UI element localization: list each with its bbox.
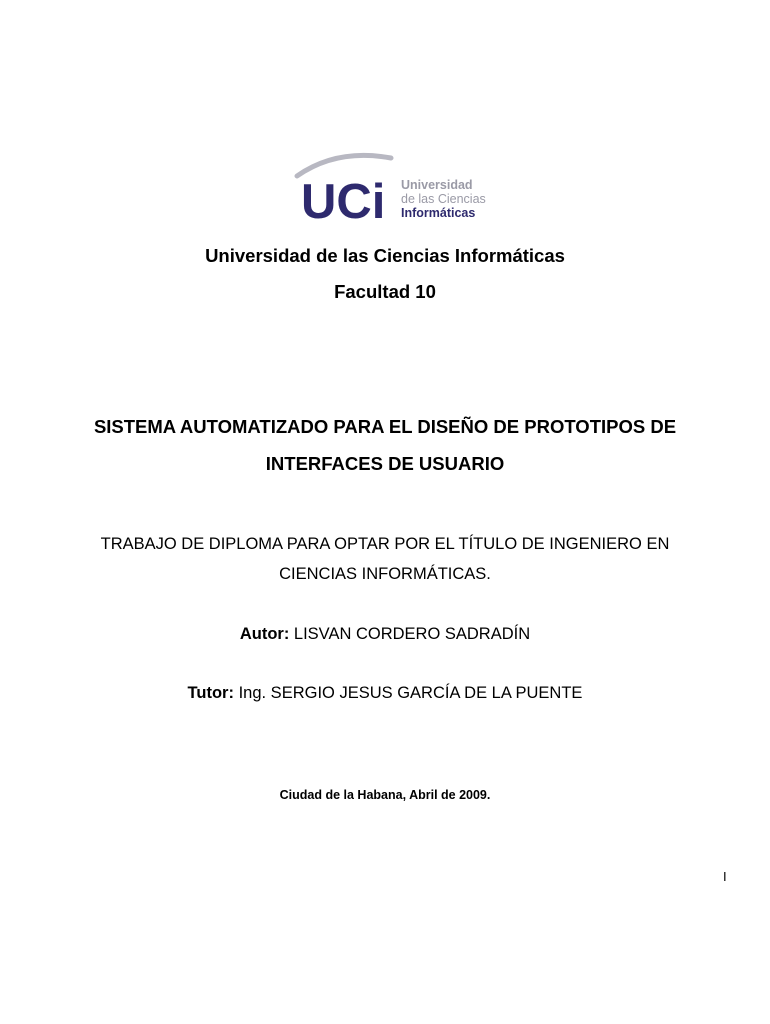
author-line	[0, 626, 770, 643]
degree-statement-line2: CIENCIAS INFORMÁTICAS.	[279, 565, 491, 583]
tutor-name: Ing. SERGIO JESUS GARCÍA DE LA PUENTE	[238, 684, 583, 702]
thesis-title-line1: SISTEMA AUTOMATIZADO PARA EL DISEÑO DE PROTOTIPOS DE	[93, 416, 677, 437]
thesis-title-line2: INTERFACES DE USUARIO	[265, 453, 505, 474]
author-name: LISVAN CORDERO SADRADÍN	[293, 625, 531, 643]
logo-arc	[297, 155, 391, 176]
tutor-label: Tutor:	[187, 684, 234, 702]
logo-mark: UCi	[301, 175, 386, 222]
degree-statement-line1: TRABAJO DE DIPLOMA PARA OPTAR POR EL TÍTULO DE INGENIERO EN	[100, 535, 670, 553]
place-date: Ciudad de la Habana, Abril de 2009.	[279, 788, 491, 802]
uci-logo-graphic	[285, 150, 500, 222]
uci-logo	[285, 150, 500, 222]
logo-text-line2: de las Ciencias	[401, 192, 486, 206]
faculty-name: Facultad 10	[334, 281, 436, 302]
logo-text-line3: Informáticas	[401, 206, 476, 220]
author-label: Autor:	[239, 625, 290, 643]
logo-text-line1: Universidad	[401, 178, 473, 192]
page-number: I	[723, 869, 727, 884]
university-name: Universidad de las Ciencias Informáticas	[205, 245, 565, 266]
tutor-line	[0, 685, 770, 702]
